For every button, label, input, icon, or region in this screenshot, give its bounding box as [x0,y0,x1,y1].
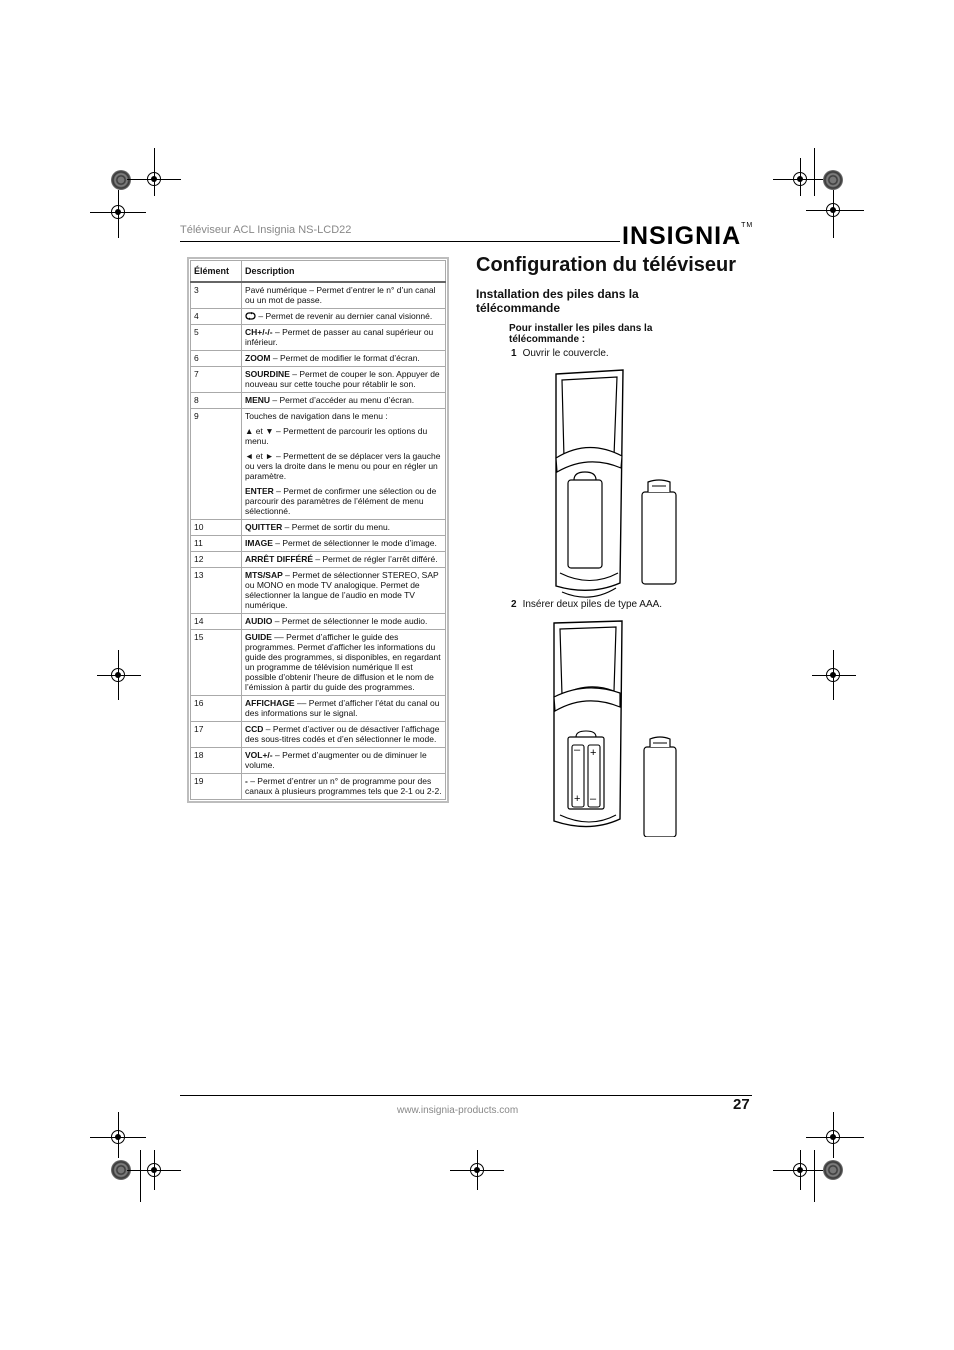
row-description: Pavé numérique – Permet d’entrer le n° d’un canal ou un mot de passe. [242,282,446,309]
row-number: 9 [191,409,242,520]
table-row [191,351,446,367]
row-description: – Permet de revenir au dernier canal visionné. [242,309,446,325]
insignia-logo: INSIGNIA™ [622,222,754,250]
column-header-element: Élément [191,261,242,283]
row-description: SOURDINE – Permet de couper le son. Appuyer de nouveau sur cette touche pour rétablir le son. [242,367,446,393]
table-row [191,367,446,393]
section-subtitle: Installation des piles dans la télécommande [476,287,639,315]
header-product-name: Téléviseur ACL Insignia NS-LCD22 [180,224,352,236]
row-description: CH+/-/- – Permet de passer au canal supérieur ou inférieur. [242,325,446,351]
minus-marker: – [590,793,597,805]
row-number: 14 [191,614,242,630]
remote-cover-open-illustration [550,368,690,604]
step-1: 1 Ouvrir le couvercle. [511,348,609,359]
row-description: GUIDE –– Permet d’afficher le guide des programmes. Permet d’afficher les informations du guide des programmes, si disponibles, en regardant un programme de télévision numérique Il est possible d’obtenir l’heure de diffusion et le nom de l’émission à partir du guide des programmes. [242,630,446,696]
table-row [191,552,446,568]
row-number: 8 [191,393,242,409]
row-number: 19 [191,774,242,800]
row-description: QUITTER – Permet de sortir du menu. [242,520,446,536]
row-description: CCD – Permet d’activer ou de désactiver l’affichage des sous-titres codés et d’en sélectionner le mode. [242,722,446,748]
row-description: IMAGE – Permet de sélectionner le mode d’image. [242,536,446,552]
row-number: 5 [191,325,242,351]
table-row [191,568,446,614]
row-number: 10 [191,520,242,536]
step-2: 2 Insérer deux piles de type AAA. [511,599,663,610]
row-description: ARRÊT DIFFÉRÉ – Permet de régler l’arrêt différé. [242,552,446,568]
row-description: MENU – Permet d’accéder au menu d’écran. [242,393,446,409]
row-number: 15 [191,630,242,696]
remote-keys-table [187,257,449,803]
table-header-row [191,261,446,283]
plus-marker: + [590,747,597,759]
table-row [191,696,446,722]
page-number: 27 [733,1096,750,1113]
row-number: 6 [191,351,242,367]
row-description: MTS/SAP – Permet de sélectionner STEREO, SAP ou MONO en mode TV analogique. Permet de sélectionner la langue de l’audio en mode TV numérique. [242,568,446,614]
row-number: 11 [191,536,242,552]
row-number: 4 [191,309,242,325]
row-description: Touches de navigation dans le menu : ▲ et ▼ – Permettent de parcourir les options du menu. ◄ et ► – Permettent de se déplacer vers la gauche ou vers la droite dans le menu ou pour en régler un paramètre. ENTER – Permet de confirmer une sélection ou de parcourir des paramètres de l’élément de menu sélectionné. [242,409,446,520]
table-row [191,536,446,552]
row-description: VOL+/- – Permet d’augmenter ou de diminuer le volume. [242,748,446,774]
table-row [191,722,446,748]
row-number: 16 [191,696,242,722]
row-number: 3 [191,282,242,309]
table-row [191,774,446,800]
footer-rule [180,1095,752,1096]
column-header-description: Description [242,261,446,283]
table-row [191,409,446,520]
minus-marker: – [574,744,581,756]
procedure-heading: Pour installer les piles dans la télécommande : [509,323,653,345]
header-rule [180,241,620,242]
table-row [191,520,446,536]
return-channel-icon [245,312,256,320]
row-description: AUDIO – Permet de sélectionner le mode audio. [242,614,446,630]
table-row [191,614,446,630]
row-number: 17 [191,722,242,748]
table-row [191,393,446,409]
row-number: 18 [191,748,242,774]
row-description: - – Permet d’entrer un n° de programme pour des canaux à plusieurs programmes tels que 2-1 ou 2-2. [242,774,446,800]
table-row [191,325,446,351]
table-row [191,748,446,774]
table-row [191,309,446,325]
footer-url: www.insignia-products.com [397,1105,519,1116]
table-row [191,282,446,309]
page-title: Configuration du téléviseur [476,254,737,276]
row-number: 12 [191,552,242,568]
row-number: 7 [191,367,242,393]
row-number: 13 [191,568,242,614]
row-description: AFFICHAGE –– Permet d’afficher l’état du canal ou des informations sur le signal. [242,696,446,722]
remote-batteries-inserted-illustration [550,619,690,837]
table-row [191,630,446,696]
plus-marker: + [574,793,581,805]
row-description: ZOOM – Permet de modifier le format d’écran. [242,351,446,367]
